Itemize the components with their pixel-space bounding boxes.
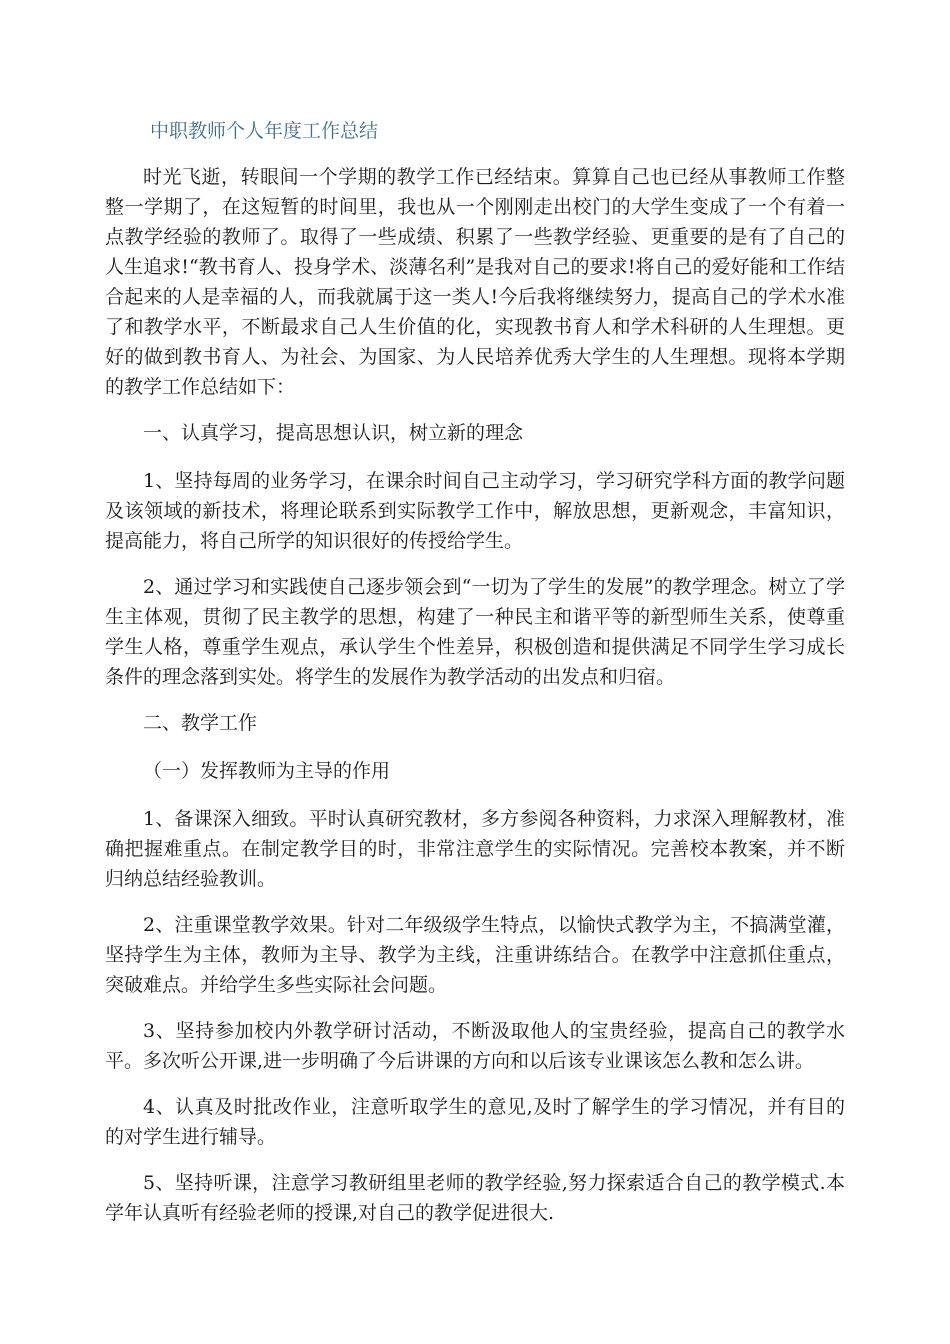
section-heading-1: 一、认真学习，提高思想认识，树立新的理念 <box>143 422 524 444</box>
paragraph-1-1: 1、坚持每周的业务学习，在课余时间自己主动学习，学习研究学科方面的教学问题及该领域的新技术，将理论联系到实际教学工作中，解放思想，更新观念，丰富知识，提高能力，将自己所学的知识很好的传授给学生。 <box>105 470 845 552</box>
subsection-heading-2-1: （一）发挥教师为主导的作用 <box>143 760 391 782</box>
document-body <box>105 116 845 1244</box>
paragraph-2-4: 4、认真及时批改作业，注意听取学生的意见,及时了解学生的学习情况，并有目的的对学生进行辅导。 <box>105 1096 845 1148</box>
paragraph-2-1: 1、备课深入细致。平时认真研究教材，多方参阅各种资料，力求深入理解教材，准确把握难重点。在制定教学目的时，非常注意学生的实际情况。完善校本教案，并不断归纳总结经验教训。 <box>105 808 845 890</box>
paragraph-2-3: 3、坚持参加校内外教学研讨活动，不断汲取他人的宝贵经验，提高自己的教学水平。多次听公开课,进一步明确了今后讲课的方向和以后该专业课该怎么教和怎么讲。 <box>105 1020 845 1072</box>
section-heading-2: 二、教学工作 <box>143 712 258 734</box>
intro-paragraph: 时光飞逝，转眼间一个学期的教学工作已经结束。算算自己也已经从事教师工作整整一学期了，在这短暂的时间里，我也从一个刚刚走出校门的大学生变成了一个有着一点教学经验的教师了。取得了一些成绩、积累了一些教学经验、更重要的是有了自己的人生追求!“教书育人、投身学术、淡薄名利”是我对自己的要求!将自己的爱好能和工作结合起来的人是幸福的人，而我就属于这一类人!今后我将继续努力，提高自己的学术水准了和教学水平，不断最求自己人生价值的化，实现教书育人和学术科研的人生理想。更好的做到教书育人、为社会、为国家、为人民培养优秀大学生的人生理想。现将本学期的教学工作总结如下： <box>105 166 845 398</box>
document-title: 中职教师个人年度工作总结 <box>150 120 379 142</box>
paragraph-2-5: 5、坚持听课，注意学习教研组里老师的教学经验,努力探索适合自己的教学模式.本学年认真听有经验老师的授课,对自己的教学促进很大. <box>105 1172 845 1224</box>
paragraph-1-2: 2、通过学习和实践使自己逐步领会到“一切为了学生的发展”的教学理念。树立了学生主体观，贯彻了民主教学的思想，构建了一种民主和谐平等的新型师生关系，使尊重学生人格，尊重学生观点，承认学生个性差异，积极创造和提供满足不同学生学习成长条件的理念落到实处。将学生的发展作为教学活动的出发点和归宿。 <box>105 576 845 688</box>
paragraph-2-2: 2、注重课堂教学效果。针对二年级级学生特点，以愉快式教学为主，不搞满堂灌，坚持学生为主体，教师为主导、教学为主线，注重讲练结合。在教学中注意抓住重点，突破难点。并给学生多些实际社会问题。 <box>105 914 845 996</box>
